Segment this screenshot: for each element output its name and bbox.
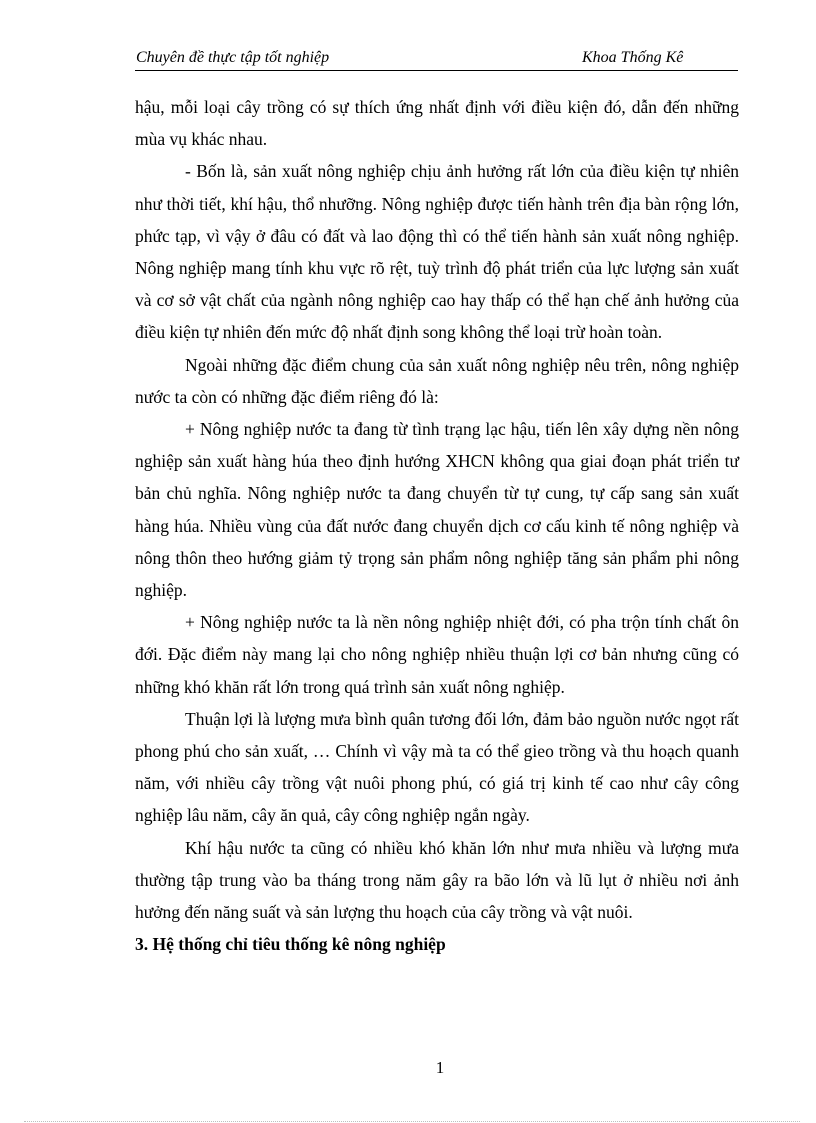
header-department: Khoa Thống Kê bbox=[582, 49, 684, 66]
page-edge-divider bbox=[24, 1121, 800, 1122]
paragraph-continuation: hậu, mỗi loại cây trồng có sự thích ứng nhất định với điều kiện đó, dẫn đến những mùa vụ khác nhau. bbox=[135, 97, 739, 150]
page-number: 1 bbox=[435, 1058, 445, 1077]
header-title: Chuyên đề thực tập tốt nghiệp bbox=[136, 49, 330, 66]
page-header bbox=[135, 48, 738, 71]
body-text bbox=[135, 91, 739, 960]
section-heading: 3. Hệ thống chỉ tiêu thống kê nông nghiệp bbox=[135, 934, 446, 955]
paragraph: + Nông nghiệp nước ta đang từ tình trạng lạc hậu, tiến lên xây dựng nền nông nghiệp sản xuất hàng húa theo định hướng XHCN không qua giai đoạn phát triển tư bản chủ nghĩa. Nông nghiệp nước ta đang chuyển từ tự cung, tự cấp sang sản xuất hàng húa. Nhiều vùng của đất nước đang chuyển dịch cơ cấu kinh tế nông nghiệp và nông thôn theo hướng giảm tỷ trọng sản phẩm nông nghiệp tăng sản phẩm phi nông nghiệp. bbox=[135, 419, 739, 601]
paragraph: - Bốn là, sản xuất nông nghiệp chịu ảnh hưởng rất lớn của điều kiện tự nhiên như thời tiết, khí hậu, thổ nhưỡng. Nông nghiệp được tiến hành trên địa bàn rộng lớn, phức tạp, vì vậy ở đâu có đất và lao động thì có thể tiến hành sản xuất nông nghiệp. Nông nghiệp mang tính khu vực rõ rệt, tuỳ trình độ phát triển của lực lượng sản xuất và cơ sở vật chất của ngành nông nghiệp cao hay thấp có thể hạn chế ảnh hưởng của điều kiện tự nhiên đến mức độ nhất định song không thể loại trừ hoàn toàn. bbox=[135, 161, 739, 343]
paragraph: Khí hậu nước ta cũng có nhiều khó khăn lớn như mưa nhiều và lượng mưa thường tập trung vào ba tháng trong năm gây ra bão lớn và lũ lụt ở nhiều nơi ảnh hưởng đến năng suất và sản lượng thu hoạch của cây trồng và vật nuôi. bbox=[135, 837, 739, 923]
paragraph: + Nông nghiệp nước ta là nền nông nghiệp nhiệt đới, có pha trộn tính chất ôn đới. Đặc điểm này mang lại cho nông nghiệp nhiều thuận lợi cơ bản nhưng cũng có những khó khăn rất lớn trong quá trình sản xuất nông nghiệp. bbox=[135, 612, 739, 697]
paragraph: Ngoài những đặc điểm chung của sản xuất nông nghiệp nêu trên, nông nghiệp nước ta còn có những đặc điểm riêng đó là: bbox=[135, 354, 739, 407]
paragraph: Thuận lợi là lượng mưa bình quân tương đối lớn, đảm bảo nguồn nước ngọt rất phong phú cho sản xuất, … Chính vì vậy mà ta có thể gieo trồng và thu hoạch quanh năm, với nhiều cây trồng vật nuôi phong phú, có giá trị kinh tế cao như cây công nghiệp lâu năm, cây ăn quả, cây công nghiệp ngắn ngày. bbox=[135, 708, 739, 826]
